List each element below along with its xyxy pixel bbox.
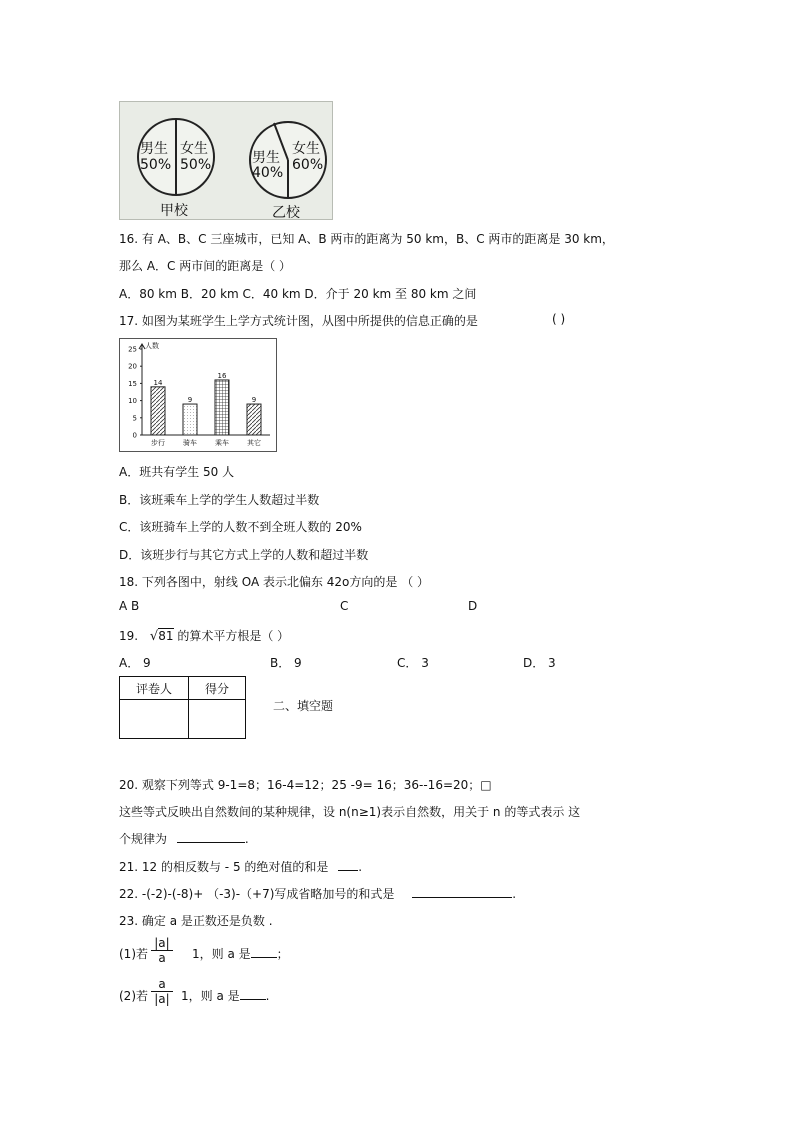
q17-option-b: B．该班乘车上学的学生人数超过半数: [119, 493, 320, 507]
q23-part2-numerator: a: [151, 977, 173, 992]
score-header: 得分: [189, 677, 246, 700]
q16-line2: 那么 A．C 两市间的距离是（ ）: [119, 259, 292, 273]
bar-chart-svg: [120, 339, 276, 451]
q16-options: A．80 km B．20 km C．40 km D．介于 20 km 至 80 km 之间: [119, 287, 477, 301]
sqrt-icon: √: [149, 629, 159, 644]
q21-answer-blank[interactable]: [338, 859, 358, 871]
q23-part2-fraction: [151, 977, 173, 1006]
q23-part1-fraction: [151, 936, 173, 965]
school-b-female-label: 女生: [292, 141, 320, 157]
q17-stem: 17. 如图为某班学生上学方式统计图，从图中所提供的信息正确的是: [119, 314, 478, 328]
q17-option-d: D．该班步行与其它方式上学的人数和超过半数: [119, 548, 369, 562]
y-tick-label: 20: [128, 362, 137, 371]
q19-option-c: C． 3: [397, 656, 429, 670]
q23-part2-blank[interactable]: [240, 988, 266, 1000]
q23-stem: 23. 确定 a 是正数还是负数 .: [119, 914, 273, 928]
q22-answer-blank[interactable]: [412, 886, 512, 898]
q23-part1-suffix: 1，则 a 是: [192, 947, 251, 961]
category-label: 步行: [151, 439, 165, 447]
score-table: [119, 676, 246, 739]
bar-value-label: 16: [217, 371, 227, 380]
section-title: 二、填空题: [273, 699, 334, 713]
score-cell[interactable]: [189, 700, 246, 739]
school-a-male-label: 男生: [140, 141, 168, 157]
q18-option-d: D: [468, 599, 478, 613]
y-tick-label: 15: [128, 379, 137, 388]
bar: [151, 387, 165, 435]
q20-line2: 这些等式反映出自然数间的某种规律，设 n(n≥1)表示自然数，用关于 n 的等式表示 这: [119, 805, 581, 819]
q20-line3-text: 个规律为: [119, 832, 168, 846]
q22-text: 22. -(-2)-(-8)+ （-3)-（+7)写成省略加号的和式是: [119, 887, 395, 901]
school-a-male-pct: 50%: [140, 157, 172, 173]
q22-line: [119, 885, 516, 902]
q20-line1: 20. 观察下列等式 9-1=8；16-4=12；25 -9= 16；36--16=20；□: [119, 778, 492, 792]
q21-text: 21. 12 的相反数与 - 5 的绝对值的和是: [119, 860, 329, 874]
q23-part2-denominator: |a|: [154, 992, 170, 1006]
q17-answer-paren: ( ): [552, 312, 566, 326]
y-tick-label: 25: [128, 345, 137, 354]
bar-value-label: 9: [187, 396, 193, 405]
q23-part2-text: 1，则 a 是 .: [181, 989, 270, 1003]
q19-option-d: D． 3: [523, 656, 556, 670]
q17-option-c: C．该班骑车上学的人数不到全班人数的 20%: [119, 520, 362, 534]
y-tick-label: 10: [128, 397, 137, 406]
grader-header: 评卷人: [120, 677, 189, 700]
y-tick-label: 0: [132, 431, 137, 440]
q16-line1: 16. 有 A、B、C 三座城市，已知 A、B 两市的距离为 50 km，B、C 两市的距离是 30 km，: [119, 232, 614, 246]
q20-answer-blank[interactable]: [177, 831, 245, 843]
q22-period: .: [512, 887, 517, 901]
bar: [183, 404, 197, 435]
school-a-female-pct: 50%: [180, 157, 212, 173]
category-label: 骑车: [183, 439, 197, 447]
q19-number: 19.: [119, 629, 139, 643]
sqrt-expression: [150, 629, 174, 644]
bar-value-label: 14: [153, 378, 163, 387]
bar: [247, 404, 261, 435]
q18-option-c: C: [340, 599, 349, 613]
bar-chart: [119, 338, 277, 452]
q18-options-ab: A B: [119, 599, 140, 613]
q19-option-b: B． 9: [270, 656, 302, 670]
category-label: 其它: [247, 439, 261, 447]
q23-part2-suffix: 1，则 a 是: [181, 989, 240, 1003]
q21-period: .: [358, 860, 363, 874]
q23-part1-prefix: (1)若: [119, 947, 148, 961]
school-b-female-pct: 60%: [292, 157, 324, 173]
school-a-label: 甲校: [160, 203, 188, 219]
q20-line3: [119, 830, 249, 847]
q23-part1-numerator: |a|: [151, 936, 173, 951]
q19-stem: [119, 627, 289, 644]
bar: [215, 380, 229, 435]
school-a-female-label: 女生: [180, 141, 208, 157]
bar-value-label: 9: [251, 396, 257, 405]
pie-charts-image: [119, 101, 333, 220]
q19-text: 的算术平方根是（ ）: [177, 629, 290, 643]
q23-part1-blank[interactable]: [251, 946, 277, 958]
school-b-male-pct: 40%: [252, 165, 284, 181]
school-b-label: 乙校: [272, 205, 300, 221]
y-tick-label: 5: [132, 414, 137, 423]
q21-line: [119, 858, 362, 875]
q17-option-a: A．班共有学生 50 人: [119, 465, 235, 479]
q19-option-a: A． 9: [119, 656, 151, 670]
grader-cell[interactable]: [120, 700, 189, 739]
q23-part1-denominator: a: [158, 951, 166, 965]
q19-radicand: 81: [158, 629, 174, 643]
category-label: 乘车: [215, 439, 229, 447]
q20-period: .: [244, 832, 249, 846]
y-axis-label: 人数: [145, 342, 159, 350]
q23-part2-prefix: (2)若: [119, 989, 148, 1003]
q23-part1-text: 1，则 a 是 ；: [192, 947, 289, 961]
school-b-male-label: 男生: [252, 150, 280, 166]
q18-stem: 18. 下列各图中，射线 OA 表示北偏东 42o方向的是 （ ）: [119, 575, 430, 589]
